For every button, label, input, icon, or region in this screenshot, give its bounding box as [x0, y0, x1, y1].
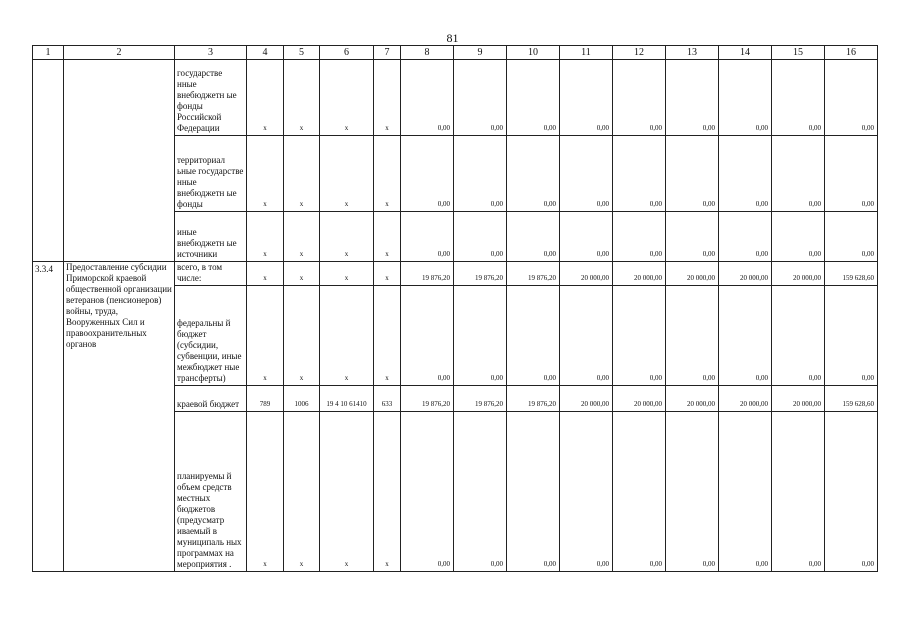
- amount-cell: 0,00: [719, 412, 772, 572]
- amount-cell: 0,00: [401, 60, 454, 136]
- code-cell: x: [284, 136, 320, 212]
- number-cell-empty: [33, 60, 64, 262]
- code-cell: x: [284, 60, 320, 136]
- code-cell: x: [320, 412, 374, 572]
- amount-cell: 0,00: [507, 286, 560, 386]
- code-cell: x: [284, 262, 320, 286]
- amount-cell: 0,00: [613, 136, 666, 212]
- amount-cell: 0,00: [454, 286, 507, 386]
- header-cell: 2: [64, 46, 175, 60]
- name-cell-empty: [64, 60, 175, 262]
- amount-cell: 20 000,00: [560, 386, 613, 412]
- header-cell: 16: [825, 46, 878, 60]
- amount-cell: 0,00: [613, 412, 666, 572]
- code-cell: x: [284, 412, 320, 572]
- header-cell: 3: [175, 46, 247, 60]
- amount-cell: 0,00: [719, 60, 772, 136]
- amount-cell: 20 000,00: [772, 386, 825, 412]
- amount-cell: 0,00: [666, 136, 719, 212]
- code-cell: x: [374, 262, 401, 286]
- amount-cell: 0,00: [719, 136, 772, 212]
- amount-cell: 0,00: [560, 136, 613, 212]
- header-cell: 6: [320, 46, 374, 60]
- header-cell: 13: [666, 46, 719, 60]
- header-cell: 10: [507, 46, 560, 60]
- amount-cell: 0,00: [454, 412, 507, 572]
- amount-cell: 0,00: [401, 212, 454, 262]
- amount-cell: 0,00: [666, 412, 719, 572]
- table-row: [33, 60, 878, 136]
- code-cell: x: [247, 412, 284, 572]
- amount-cell: 19 876,20: [507, 262, 560, 286]
- amount-cell: 0,00: [825, 136, 878, 212]
- amount-cell: 0,00: [454, 136, 507, 212]
- header-cell: 15: [772, 46, 825, 60]
- header-cell: 7: [374, 46, 401, 60]
- header-cell: 1: [33, 46, 64, 60]
- code-cell: x: [320, 212, 374, 262]
- code-cell: x: [247, 212, 284, 262]
- amount-cell: 0,00: [507, 212, 560, 262]
- code-cell: x: [374, 412, 401, 572]
- amount-cell: 159 628,60: [825, 386, 878, 412]
- code-cell: x: [374, 212, 401, 262]
- amount-cell: 0,00: [560, 412, 613, 572]
- header-cell: 14: [719, 46, 772, 60]
- header-cell: 4: [247, 46, 284, 60]
- code-cell: x: [247, 136, 284, 212]
- amount-cell: 20 000,00: [719, 386, 772, 412]
- amount-cell: 19 876,20: [401, 262, 454, 286]
- amount-cell: 20 000,00: [772, 262, 825, 286]
- amount-cell: 0,00: [613, 212, 666, 262]
- amount-cell: 0,00: [825, 286, 878, 386]
- header-cell: 8: [401, 46, 454, 60]
- funding-source-cell: территориал ьные государстве нные внебюджетн ые фонды: [175, 136, 247, 212]
- funding-source-cell: федеральны й бюджет (субсидии, субвенции, иные межбюджет ные трансферты): [175, 286, 247, 386]
- code-cell: x: [374, 136, 401, 212]
- code-cell: x: [320, 136, 374, 212]
- amount-cell: 0,00: [772, 212, 825, 262]
- amount-cell: 20 000,00: [613, 386, 666, 412]
- amount-cell: 0,00: [560, 212, 613, 262]
- code-cell: x: [374, 60, 401, 136]
- code-cell: x: [247, 286, 284, 386]
- funding-source-cell: всего, в том числе:: [175, 262, 247, 286]
- amount-cell: 19 876,20: [507, 386, 560, 412]
- amount-cell: 0,00: [666, 212, 719, 262]
- header-cell: 12: [613, 46, 666, 60]
- amount-cell: 0,00: [507, 136, 560, 212]
- amount-cell: 0,00: [772, 412, 825, 572]
- amount-cell: 0,00: [666, 60, 719, 136]
- amount-cell: 0,00: [454, 212, 507, 262]
- code-cell: x: [247, 262, 284, 286]
- code-cell: x: [320, 60, 374, 136]
- code-cell: 789: [247, 386, 284, 412]
- code-cell: x: [284, 286, 320, 386]
- amount-cell: 20 000,00: [666, 386, 719, 412]
- section-number: 3.3.4: [33, 262, 64, 572]
- section-name: Предоставление субсидии Приморской краевой общественной организации ветеранов (пенсионеров) войны, труда, Вооруженных Сил и правоохранительных органов: [64, 262, 175, 572]
- amount-cell: 0,00: [825, 212, 878, 262]
- code-cell: 633: [374, 386, 401, 412]
- header-cell: 9: [454, 46, 507, 60]
- code-cell: x: [284, 212, 320, 262]
- amount-cell: 20 000,00: [719, 262, 772, 286]
- budget-table: [32, 45, 878, 572]
- code-cell: x: [320, 262, 374, 286]
- amount-cell: 0,00: [401, 412, 454, 572]
- amount-cell: 19 876,20: [401, 386, 454, 412]
- amount-cell: 0,00: [401, 286, 454, 386]
- amount-cell: 0,00: [560, 286, 613, 386]
- amount-cell: 0,00: [613, 286, 666, 386]
- funding-source-cell: краевой бюджет: [175, 386, 247, 412]
- funding-source-cell: планируемы й объем средств местных бюджетов (предусматр иваемый в муниципаль ных программах на мероприятия .: [175, 412, 247, 572]
- amount-cell: 0,00: [454, 60, 507, 136]
- amount-cell: 0,00: [507, 60, 560, 136]
- amount-cell: 19 876,20: [454, 386, 507, 412]
- code-cell: x: [374, 286, 401, 386]
- amount-cell: 0,00: [666, 286, 719, 386]
- amount-cell: 159 628,60: [825, 262, 878, 286]
- amount-cell: 0,00: [719, 286, 772, 386]
- amount-cell: 20 000,00: [560, 262, 613, 286]
- header-cell: 11: [560, 46, 613, 60]
- amount-cell: 0,00: [560, 60, 613, 136]
- funding-source-cell: государстве нные внебюджетн ые фонды Российской Федерации: [175, 60, 247, 136]
- code-cell: x: [247, 60, 284, 136]
- code-cell: 1006: [284, 386, 320, 412]
- amount-cell: 0,00: [825, 60, 878, 136]
- code-cell: x: [320, 286, 374, 386]
- funding-source-cell: иные внебюджетн ые источники: [175, 212, 247, 262]
- header-cell: 5: [284, 46, 320, 60]
- amount-cell: 0,00: [772, 60, 825, 136]
- amount-cell: 20 000,00: [666, 262, 719, 286]
- table-row: [33, 262, 878, 286]
- page-number: 81: [446, 31, 459, 45]
- amount-cell: 0,00: [507, 412, 560, 572]
- amount-cell: 20 000,00: [613, 262, 666, 286]
- code-cell: 19 4 10 61410: [320, 386, 374, 412]
- amount-cell: 19 876,20: [454, 262, 507, 286]
- amount-cell: 0,00: [401, 136, 454, 212]
- amount-cell: 0,00: [825, 412, 878, 572]
- amount-cell: 0,00: [613, 60, 666, 136]
- amount-cell: 0,00: [719, 212, 772, 262]
- header-row: [33, 46, 878, 60]
- amount-cell: 0,00: [772, 286, 825, 386]
- amount-cell: 0,00: [772, 136, 825, 212]
